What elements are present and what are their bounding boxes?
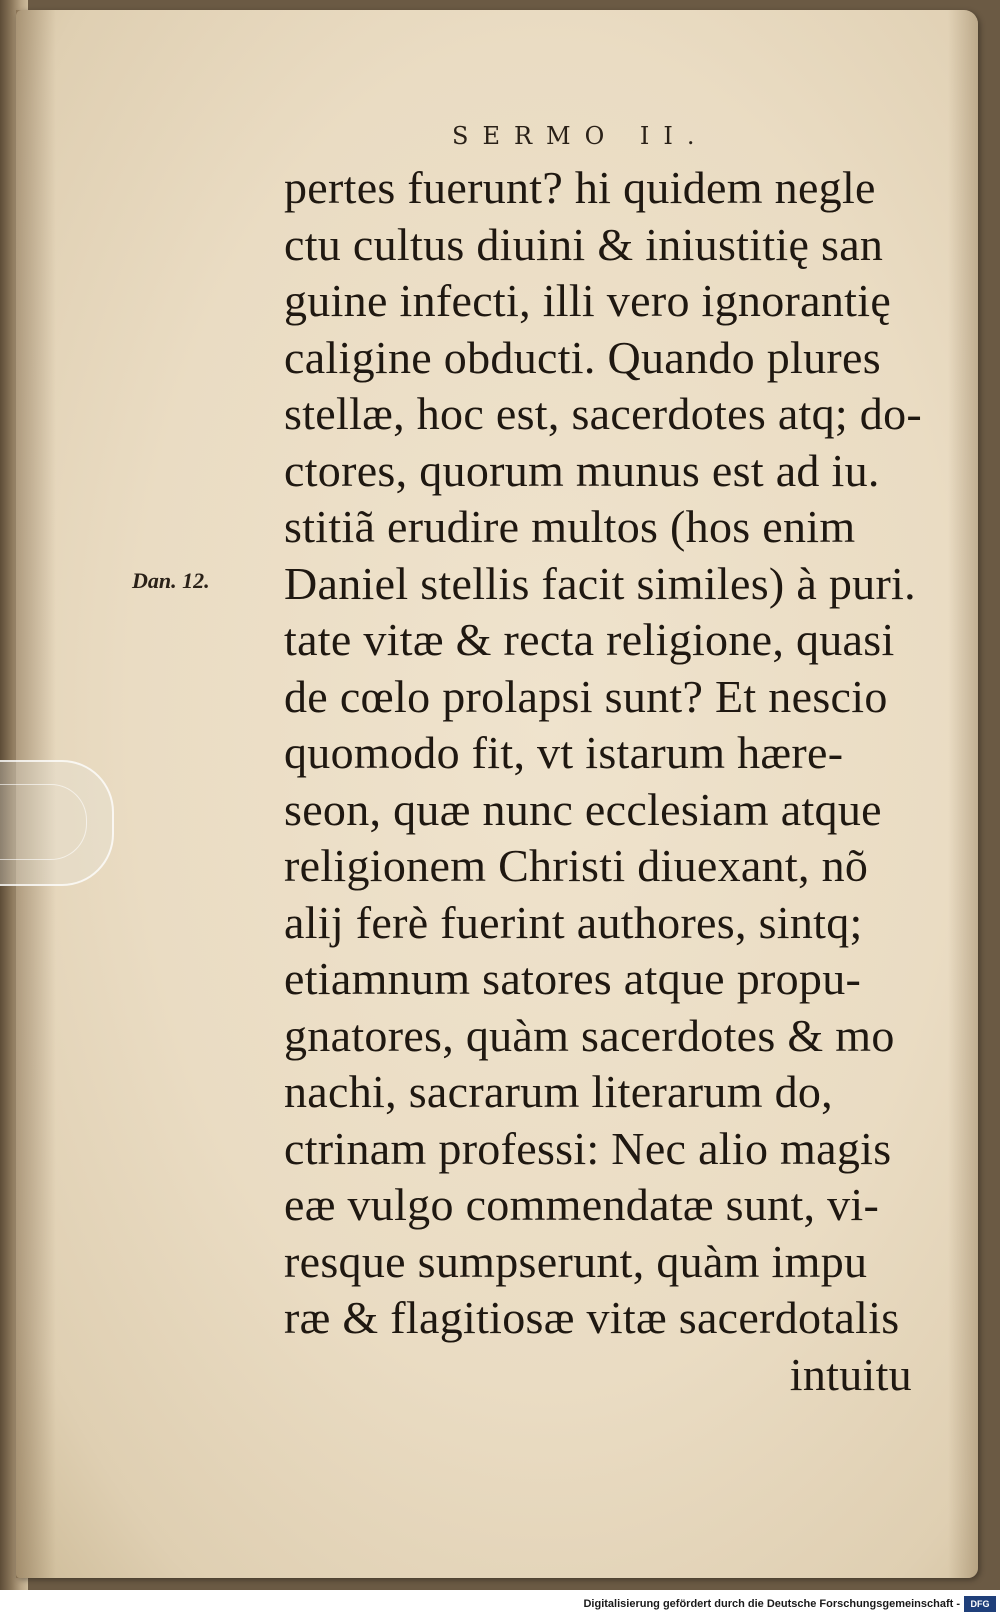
text-line: alij ferè fuerint authores, sintq; <box>284 896 863 948</box>
text-line: caligine obducti. Quando plures <box>284 331 881 383</box>
text-block <box>284 160 924 1403</box>
text-line: nachi, sacrarum literarum do, <box>284 1066 833 1117</box>
text-line: quomodo fit, vt istarum hære- <box>284 727 844 778</box>
catchword: intuitu <box>789 1348 912 1400</box>
text-line: religionem Christi diuexant, nõ <box>284 840 869 891</box>
digitization-footer <box>0 1590 1000 1622</box>
footer-credit: Digitalisierung gefördert durch die Deutsche Forschungsgemeinschaft - <box>583 1598 960 1610</box>
text-line: ctores, quorum munus est ad iu. <box>284 444 880 496</box>
text-line: gnatores, quàm sacerdotes & mo <box>284 1009 895 1061</box>
page-edge <box>948 10 978 1578</box>
text-line: ctrinam professi: Nec alio magis <box>284 1122 892 1174</box>
text-line: seon, quæ nunc ecclesiam atque <box>284 783 882 835</box>
dfg-logo: DFG <box>964 1596 996 1612</box>
marginal-note: Dan. 12. <box>132 568 210 593</box>
text-line: etiamnum satores atque propu- <box>284 953 862 1004</box>
text-line: eæ vulgo commendatæ sunt, vi- <box>284 1179 880 1230</box>
text-line: ctu cultus diuini & iniustitię san <box>284 218 884 270</box>
running-head: SERMO II. <box>452 122 709 150</box>
text-line: resque sumpserunt, quàm impu <box>284 1235 868 1287</box>
text-line: guine infecti, illi vero ignorantię <box>284 275 892 326</box>
text-line: pertes fuerunt? hi quidem negle <box>284 162 876 213</box>
plastic-clip-inner <box>0 784 87 860</box>
text-line: de cœlo prolapsi sunt? Et nescio <box>284 670 888 722</box>
text-line: Daniel stellis facit similes) à puri. <box>284 557 916 609</box>
text-line: tate vitæ & recta religione, quasi <box>284 614 895 665</box>
text-line: stitiã erudire multos (hos enim <box>284 501 856 552</box>
text-line: stellæ, hoc est, sacerdotes atq; do- <box>284 388 923 439</box>
text-line: ræ & flagitiosæ vitæ sacerdotalis <box>284 1292 900 1343</box>
